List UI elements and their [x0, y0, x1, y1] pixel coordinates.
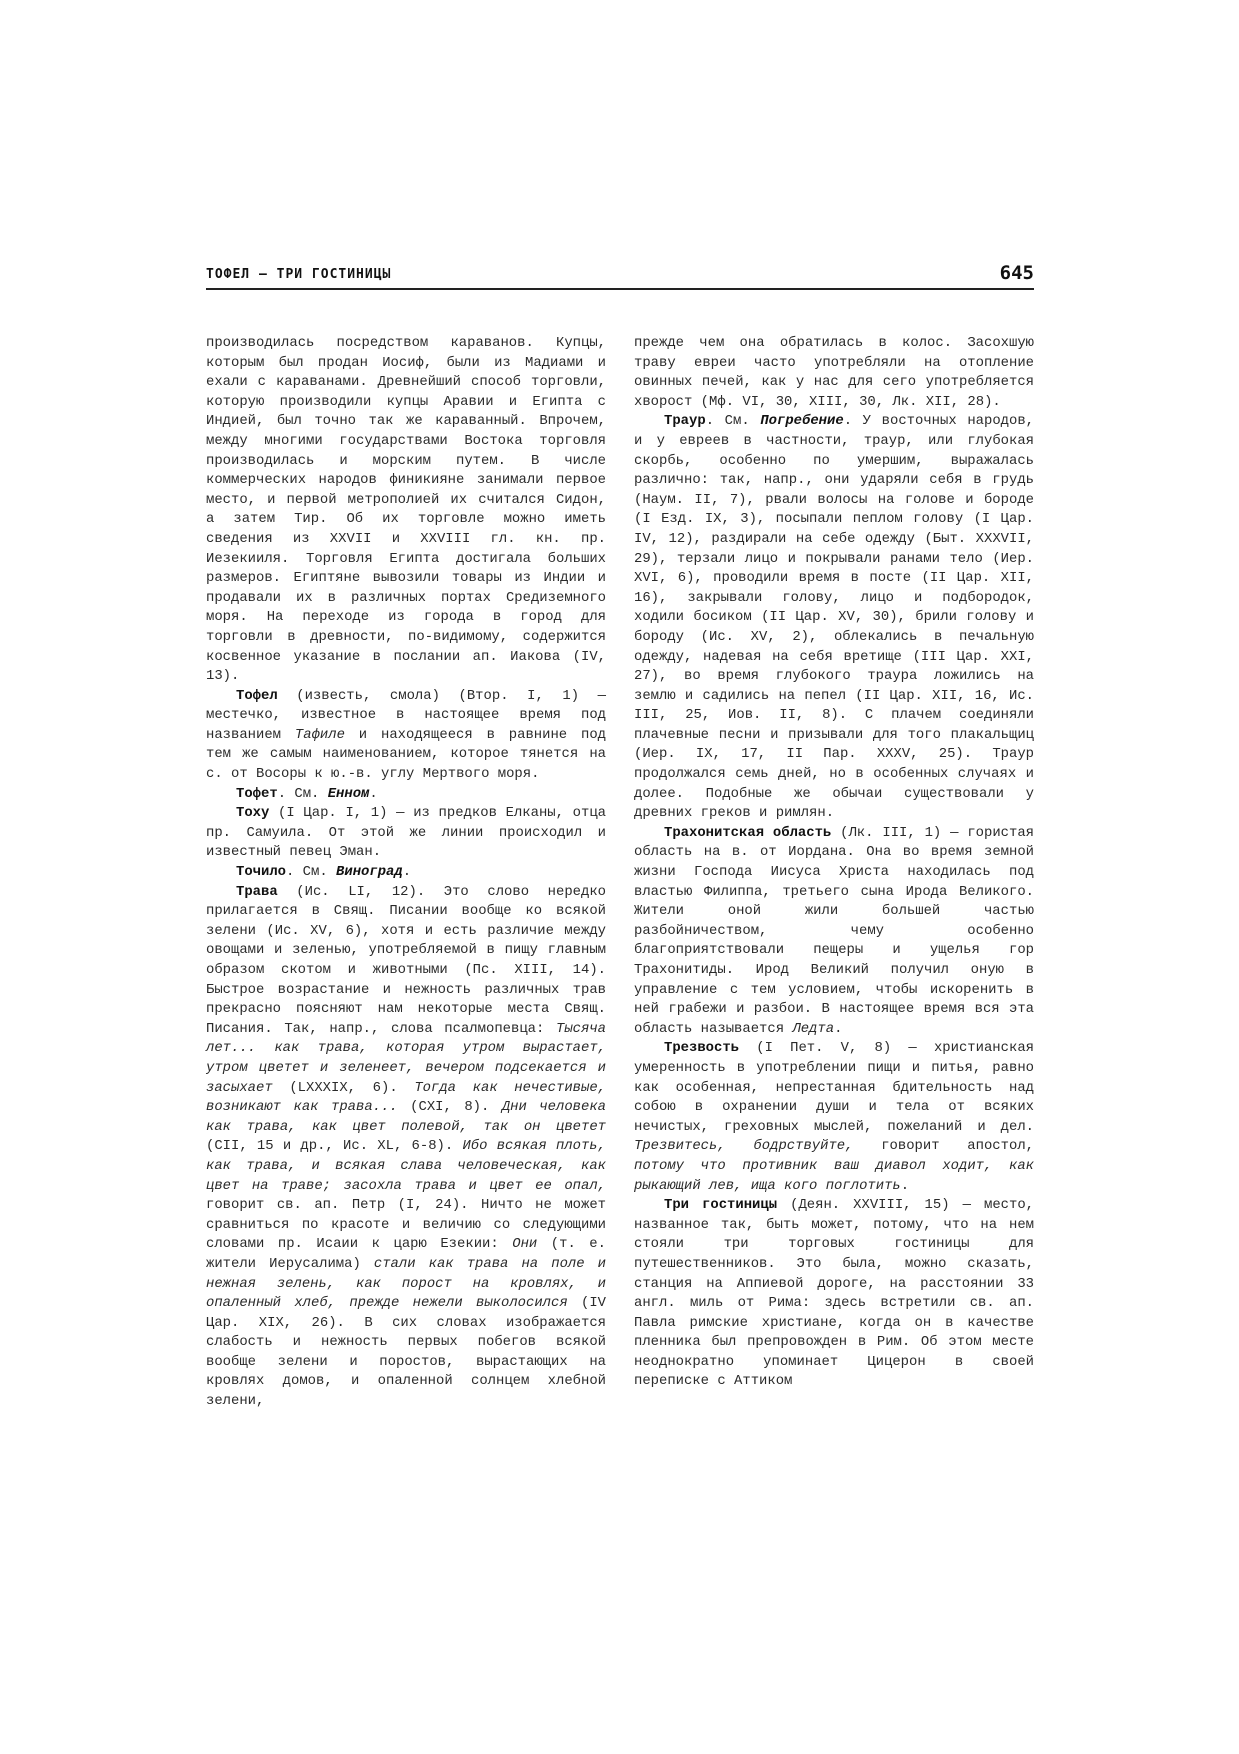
entry-trachonitis: Трахонитская область (Лк. III, 1) — гористая область на в. от Иордана. Она во время земной жизни Господа Иисуса Христа находилась под властью Филиппа, третьего сына Ирода Великого. Жители оной жили большей частью разбойничеством, чему особенно благоприятствовали пещеры и ущелья гор Трахонитиды. Ирод Великий получил оную в управление с тем условием, чтобы искоренить в ней грабежи и разбои. В настоящее время вся эта область называется Ледта.	[634, 824, 1035, 1037]
continued-paragraph: производилась посредством караванов. Купцы, которым был продан Иосиф, были из Мадиами и ехали с караванами. Древнейший способ торговли, которую производили купцы Аравии и Египта с Индией, был точно так же караванный. Впрочем, между многими государствами Востока торговля производилась и морским путем. В числе коммерческих народов финикияне занимали первое место, и первой метрополией их считался Сидон, а затем Тир. Об их торговле можно иметь сведения из XXVII и XXVIII гл. кн. пр. Иезекииля. Торговля Египта достигала больших размеров. Египтяне вывозили товары из Индии и продавали их в различных портах Средиземного моря. На переходе из города в город для торговли в древности, по-видимому, содержится косвенное указание в послании ап. Иакова (IV, 13).	[206, 335, 606, 685]
entry-tofel: Тофел (известь, смола) (Втор. I, 1) — местечко, известное в настоящее время под названием Тафиле и находящееся в равнине под тем же самым наименованием, которое тянется на с. от Восоры к ю.-в. углу Мертвого моря.	[206, 687, 607, 783]
entry-tofet: Тофет. См. Енном.	[236, 785, 378, 802]
entry-term: Трезвость	[664, 1040, 740, 1057]
entry-term: Точило	[236, 864, 287, 881]
right-column	[634, 334, 1034, 1392]
cross-reference: Виноград	[336, 864, 403, 881]
entry-tohu: Тоху (I Цар. I, 1) — из предков Елканы, отца пр. Самуила. От этой же линии происходил и известный певец Эман.	[206, 805, 606, 861]
left-column	[206, 334, 606, 1412]
entry-term: Трахонитская область	[664, 824, 832, 841]
entry-traur: Траур. См. Погребение. У восточных народов, и у евреев в частности, траур, или глубокая скорбь, особенно по умершим, выражалась различно: так, напр., они ударяли себя в грудь (Наум. II, 7), рвали волосы на голове и бороде (I Езд. IX, 3), посыпали пеплом голову (I Цар. IV, 12), раздирали на себе одежду (Быт. XXXVII, 29), терзали лицо и покрывали ранами тело (Иер. XVI, 6), проводили время в посте (II Цар. XII, 16), закрывали голову, лицо и подбородок, ходили босиком (II Цар. XV, 30), брили голову и бороду (Ис. XV, 2), облекались в печальную одежду, надевая на себя вретище (III Цар. XXI, 27), во время глубокого траура ложились на землю и садились на пепел (II Цар. XII, 16, Ис. III, 25, Иов. II, 8). С плачем соединяли плачевные песни и призывали для того плакальщиц (Иер. IX, 17, II Пар. XXXV, 25). Траур продолжался семь дней, но в особенных случаях и долее. Подобные же обычаи существовали у древних греков и римлян.	[634, 413, 1035, 822]
entry-term: Тофел	[236, 687, 278, 704]
cross-reference: Погребение	[760, 413, 844, 430]
entry-term: Тофет	[236, 785, 278, 802]
running-header	[206, 258, 1034, 290]
entry-trezvost: Трезвость (I Пет. V, 8) — христианская умеренность в употреблении пищи и питья, равно как особенная, непрестанная бдительность над собою в охранении души и тела от всяких нечистых, греховных мыслей, пожеланий и дел. Трезвитесь, бодрствуйте, говорит апостол, потому что противник ваш диавол ходит, как рыкающий лев, ища кого поглотить.	[634, 1040, 1034, 1194]
entry-term: Траур	[664, 413, 706, 430]
entry-tri-gostinitsy: Три гостиницы (Деян. XXVIII, 15) — место, названное так, быть может, потому, что на нем стояли три торговых гостиницы для путешественников. Это была, можно сказать, станция на Аппиевой дороге, на расстоянии 33 англ. миль от Рима: здесь встретили св. ап. Павла римские христиане, когда он в качестве пленника был препровожден в Рим. Об этом месте неоднократно упоминает Цицерон в своей переписке с Аттиком	[634, 1197, 1034, 1390]
entry-trava: Трава (Ис. LI, 12). Это слово нередко прилагается в Свящ. Писании вообще ко всякой зелени (Ис. XV, 6), хотя и есть различие между овощами и зеленью, употребляемой в пищу главным образом скотом и животными (Пс. XIII, 14). Быстрое возрастание и нежность различных трав прекрасно поясняют нам некоторые места Свящ. Писания. Так, напр., слова псалмопевца: Тысяча лет... как трава, которая утром вырастает, утром цветет и зеленеет, вечером подсекается и засыхает (LXXXIX, 6). Тогда как нечестивые, возникают как трава... (CXI, 8). Дни человека как трава, как цвет полевой, так он цветет (CII, 15 и др., Ис. XL, 6-8). Ибо всякая плоть, как трава, и всякая слава человеческая, как цвет на траве; засохла трава и цвет ее опал, говорит св. ап. Петр (I, 24). Ничто не может сравниться по красоте и величию со следующими словами пр. Исаии к царю Езекии: Они (т. е. жители Иерусалима) стали как трава на поле и нежная зелень, как порост на кровлях, и опаленный хлеб, прежде нежели выколосился (IV Цар. XIX, 26). В сих словах изображается слабость и нежность первых побегов всякой вообще зелени и поростов, вырастающих на кровлях домов, и опаленной солнцем хлебной зелени,	[206, 883, 607, 1410]
running-title: ТОФЕЛ — ТРИ ГОСТИНИЦЫ	[206, 267, 392, 282]
entry-term: Тоху	[236, 805, 270, 822]
page-number: 645	[999, 262, 1034, 284]
continued-paragraph: прежде чем она обратилась в колос. Засохшую траву евреи часто употребляли на отопление овинных печей, как у нас для сего употребляется хворост (Мф. VI, 30, XIII, 30, Лк. XII, 28).	[634, 335, 1034, 410]
cross-reference: Енном	[327, 785, 370, 802]
entry-term: Трава	[236, 883, 278, 900]
entry-tochilo: Точило. См. Виноград.	[236, 864, 412, 881]
entry-term: Три гостиницы	[664, 1197, 778, 1214]
